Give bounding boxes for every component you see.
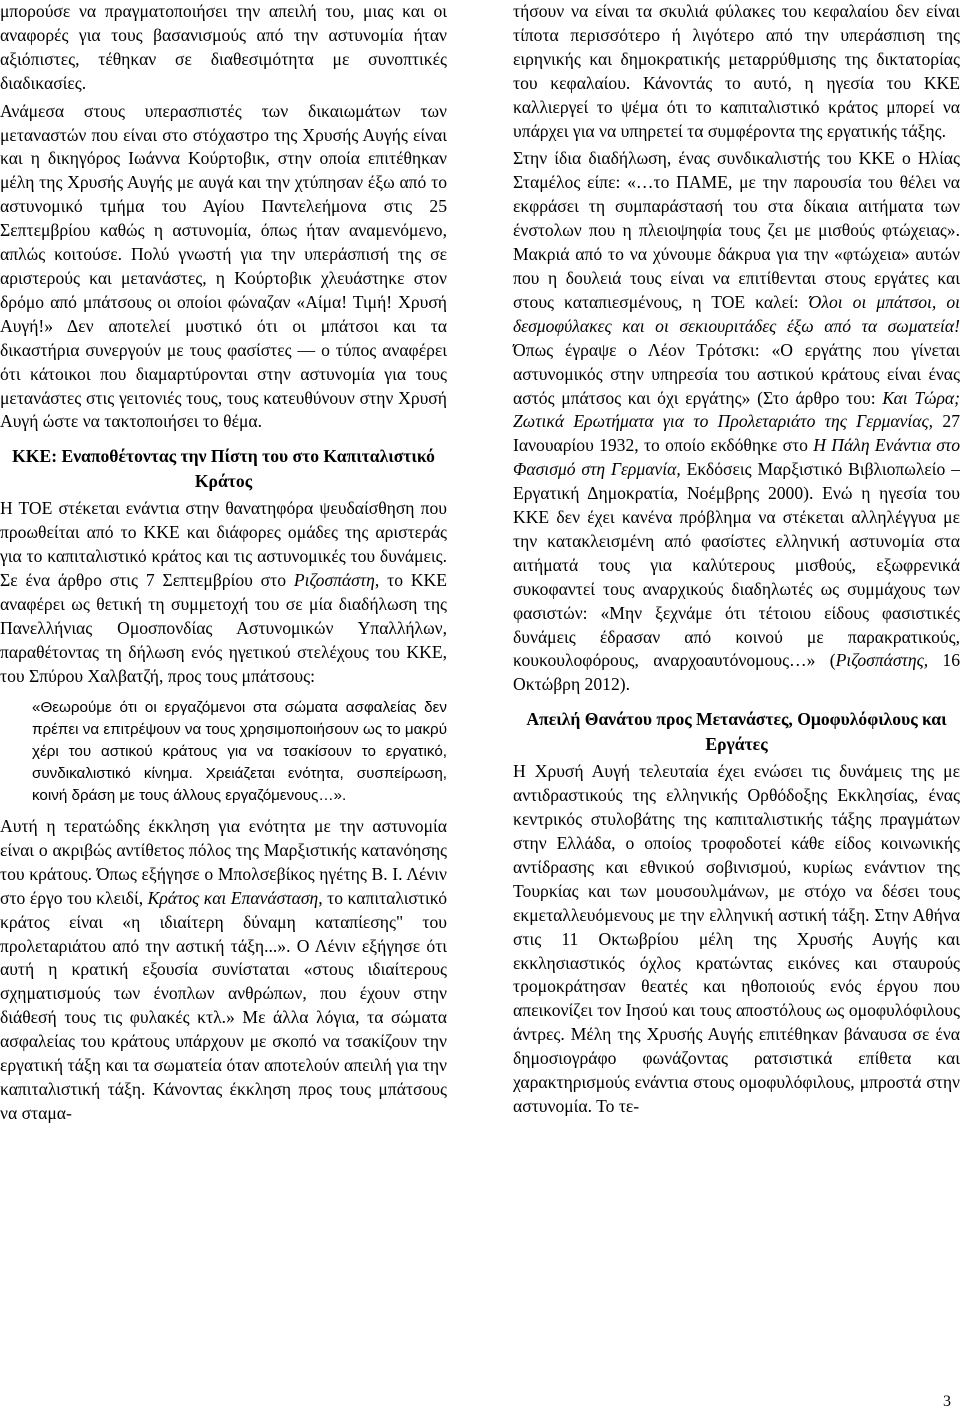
paragraph [0,815,447,1126]
italic-text: Κράτος και Επανάσταση [147,887,319,908]
text-run: Η ΤΟΕ στέκεται ενάντια στην θανατηφόρα ψευδαίσθηση που προωθείται από το ΚΚΕ και διάφορες ομάδες της αριστεράς για το καπιταλιστικό κράτος και τις αστυνομικές του δυνάμεις. Σε ένα άρθρο στις 7 Σεπτεμβρίου στο [0,498,447,591]
italic-text: Ριζοσπάστης, [835,650,929,671]
paragraph: τήσουν να είναι τα σκυλιά φύλακες του κεφαλαίου δεν είναι τίποτα περισσότερο ή λιγότερο από την υπεράσπιση της ειρηνικής και δημοκρατικής μεταρρύθμισης της δικτατορίας του κεφαλαίου. Κάνοντάς το αυτό, η ηγεσία του ΚΚΕ καλλιεργεί το ψέμα ότι το καπιταλιστικό κράτος μπορεί να υπάρχει για να υπηρετεί τα συμφέροντα της εργατικής τάξης. [513,1,960,141]
paragraph: Ανάμεσα στους υπερασπιστές των δικαιωμάτων των μεταναστών που είναι στο στόχαστρο της Χρυσής Αυγής είναι και η δικηγόρος Ιωάννα Κούρτοβικ, στην οποία επιτέθηκαν μέλη της Χρυσής Αυγής με αυγά και την χτύπησαν έξω από το αστυνομικό τμήμα του Αγίου Παντελεήμονα στις 25 Σεπτεμβρίου καθώς η αστυνομία, όπως ήταν αναμενόμενο, απλώς κοιτούσε. Πολύ γνωστή για την υπεράσπισή της σε αριστερούς και μετανάστες, η Κούρτοβικ χλευάστηκε στον δρόμο από μπάτσους οι οποίοι φώναζαν «Αίμα! Τιμή! Χρυσή Αυγή!» Δεν αποτελεί μυστικό ότι οι μπάτσοι και τα δικαστήρια συνεργούν με τους φασίστες — ο τύπος αναφέρει ότι κάτοικοι που διαμαρτύρονται στην αστυνομία για τους μετανάστες στις γειτονιές τους, τους κατευθύνουν στην Χρυσή Αυγή ώστε να τακτοποιήσει το θέμα. [0,100,447,432]
paragraph [513,147,960,697]
left-column [0,0,447,1126]
section-heading: ΚΚΕ: Εναποθέτοντας την Πίστη του στο Καπιταλιστικό Κράτος [12,446,435,491]
text-run: 16 Οκτώβρη 2012). [513,650,960,695]
page-number: 3 [943,1393,951,1410]
italic-text: Η Πάλη Ενάντια στο Φασισμό στη Γερμανία, [513,435,960,480]
block-quote: «Θεωρούμε ότι οι εργαζόμενοι στα σώματα ασφαλείας δεν πρέπει να επιτρέψουν να τους χρησιμοποιήσουν ως το μακρύ χέρι του αστικού κράτους για να τσακίσουν το εργατικό, συνδικαλιστικό κίνημα. Χρειάζεται ενότητα, συσπείρωση, κοινή δράση με τους άλλους εργαζόμενους…». [32,698,447,804]
text-run: Αυτή η τερατώδης έκκληση για ενότητα με την αστυνομία είναι ο ακριβώς αντίθετος πόλος της Μαρξιστικής κατανόησης του κράτους. Όπως εξήγησε ο Μπολσεβίκος ηγέτης Β. Ι. Λένιν στο έργο του κλειδί, [0,816,447,908]
text-run: Όπως έγραψε ο Λέον Τρότσκι: «Ο εργάτης που γίνεται αστυνομικός στην υπηρεσία του αστικού κράτους είναι ένας αστός μπάτσος και όχι εργάτης» (Στο άρθρο του: [513,339,960,408]
text-run: 27 Ιανουαρίου 1932, το οποίο εκδόθηκε στο [513,411,960,456]
italic-text: Όλοι οι μπάτσοι, οι δεσμοφύλακες και οι σεκιουριτάδες έξω από τα σωματεία! [513,291,960,336]
right-column [513,0,960,1119]
italic-text: Ριζοσπάστη [293,570,375,591]
text-run: , το ΚΚΕ αναφέρει ως θετική τη συμμετοχή του σε μία διαδήλωση της Πανελλήνιας Ομοσπονδίας Αστυνομικών Υπαλλήλων, παραθέτοντας τη δήλωση ενός ηγετικού στελέχους του ΚΚΕ, του Σπύρου Χαλβατζή, προς τους μπάτσους: [0,570,447,686]
text-run: Στην ίδια διαδήλωση, ένας συνδικαλιστής του ΚΚΕ ο Ηλίας Σταμέλος είπε: «…το ΠΑΜΕ, με την παρουσία του θέλει να εκφράσει τη συμπαράστασή του στα δίκαια αιτήματα των ένστολων που η πλειοψηφία τους ζει με μισθούς φτώχειας». Μακριά από το να χύνουμε δάκρυα για την «φτώχεια» αυτών που η δουλειά τους είναι να επιτίθενται στους εργάτες και στους καταπιεσμένους, η ΤΟΕ καλεί: [513,148,960,312]
paragraph: μπορούσε να πραγματοποιήσει την απειλή του, μιας και οι αναφορές για τους βασανισμούς από την αστυνομία ήταν αξιόπιστες, τέθηκαν σε διαθεσιμότητα με συνοπτικές διαδικασίες. [0,1,447,93]
text-run: , το καπιταλιστικό κράτος είναι «η ιδιαίτερη δύναμη καταπίεσης" του προλεταριάτου από την αστική τάξη...». Ο Λένιν εξήγησε ότι αυτή η κρατική εξουσία συνίσταται «στους ιδιαίτερους σχηματισμούς των ένοπλων ανθρώπων, που έχουν στην διάθεσή τους τις φυλακές κτλ.» Με άλλα λόγια, τα σώματα ασφαλείας του κράτους υπάρχουν με σκοπό να τσακίζουν την εργατική τάξη και τα σωματεία όταν αποτελούν απειλή για την καπιταλιστική τάξη. Κάνοντας έκκληση προς τους μπάτσους να σταμα- [0,887,447,1123]
text-run: Εκδόσεις Μαρξιστικό Βιβλιοπωλείο – Εργατική Δημοκρατία, Νοέμβρης 2000). Ενώ η ηγεσία του ΚΚΕ δεν έχει κανένα πρόβλημα να στέκεται αλληλέγγυα με την κατακλεισμένη από φασίστες ελληνική αστυνομία στα αιτήματά τους για καλύτερους μισθούς, εξωφρενικά συκοφαντεί τους αναρχικούς διαδηλωτές ως συμμάχους των φασιστών: «Μην ξεχνάμε ότι τέτοιου είδους φασιστικές δυνάμεις έδρασαν από κοινού με παρακρατικούς, κουκουλοφόρους, αναρχοαυτόνομους…» ( [513,459,960,671]
italic-text: Και Τώρα; Ζωτικά Ερωτήματα για το Προλεταριάτο της Γερμανίας, [513,387,960,432]
section-heading: Απειλή Θανάτου προς Μετανάστες, Ομοφυλόφιλους και Εργάτες [526,709,947,754]
paragraph: Η Χρυσή Αυγή τελευταία έχει ενώσει τις δυνάμεις της με αντιδραστικούς της ελληνικής Ορθόδοξης Εκκλησίας, ένας κεντρικός στυλοβάτης της καπιταλιστικής τάξης πραγμάτων στην Ελλάδα, ο οποίος τροφοδοτεί κάθε είδος κοινωνικής αντίδρασης και εθνικού σοβινισμού, κυρίως ενάντιον της Τουρκίας και των μουσουλμάνων, με στόχο να δέσει τους εκμεταλλευόμενους με την ελληνική αστική τάξη. Στην Αθήνα στις 11 Οκτωβρίου μέλη της Χρυσής Αυγής και εκκλησιαστικός όχλος κρατώντας εικόνες και σταυρούς τρομοκράτησαν θεατές και ηθοποιούς ενός έργου που απεικονίζει τον Ιησού και τους αποστόλους ως ομοφυλόφιλους άντρες. Μέλη της Χρυσής Αυγής επιτέθηκαν βάναυσα σε ένα δημοσιογράφο φωνάζοντας ρατσιστικά επίθετα και χαρακτηρισμούς ενάντια στους ομοφυλόφιλους, μπροστά στην αστυνομία. Το τε- [513,761,960,1116]
paragraph [0,497,447,688]
